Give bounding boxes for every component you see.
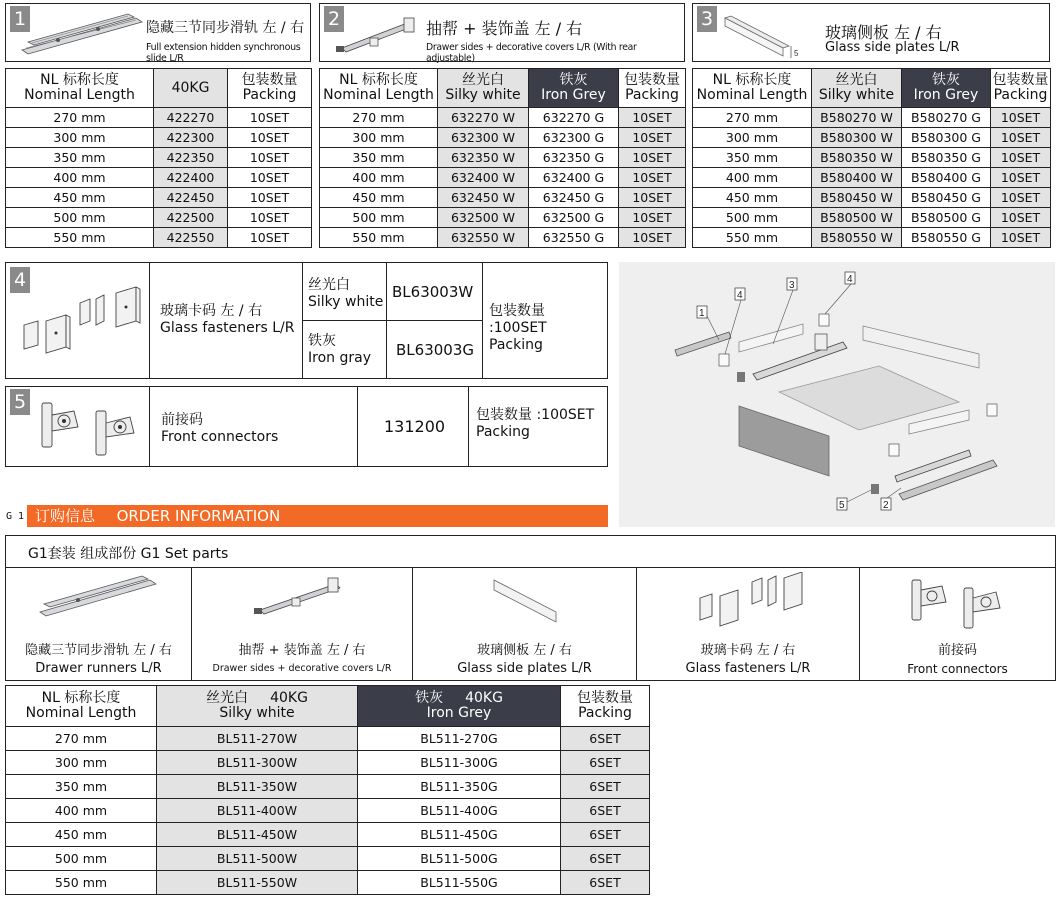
section-3-panel xyxy=(692,3,1050,62)
table-row xyxy=(6,108,312,128)
packing-cell: 6SET xyxy=(561,823,650,847)
iron-grey-header: 铁灰 40KG Iron Grey xyxy=(358,686,561,727)
white-code-cell: BL511-450W xyxy=(157,823,358,847)
table-row xyxy=(6,208,312,228)
table-row xyxy=(6,148,312,168)
code-cell: 422450 xyxy=(154,188,228,208)
section-4-panel xyxy=(5,262,608,379)
part-front-connectors-label: 前接码 Front connectors xyxy=(907,643,1008,676)
table-row xyxy=(320,208,686,228)
front-connector-image xyxy=(34,397,144,457)
exploded-drawer-diagram xyxy=(619,262,1055,527)
grey-code-cell: BL511-550G xyxy=(358,871,561,895)
code-cell: 422400 xyxy=(154,168,228,188)
section-number-badge: 4 xyxy=(10,267,30,293)
glass-side-plate-image xyxy=(721,10,811,62)
length-cell: 300 mm xyxy=(6,128,154,148)
packing-header: 包装数量 Packing xyxy=(991,69,1051,108)
white-code-cell: B580350 W xyxy=(812,148,902,168)
length-cell: 350 mm xyxy=(693,148,812,168)
length-cell: 500 mm xyxy=(6,847,157,871)
table-row xyxy=(6,128,312,148)
white-code-cell: 632550 W xyxy=(438,228,529,248)
grey-code-cell: B580300 G xyxy=(902,128,991,148)
packing-cell: 10SET xyxy=(619,188,686,208)
table-row xyxy=(693,148,1051,168)
grey-code-cell: B580550 G xyxy=(902,228,991,248)
length-cell: 550 mm xyxy=(693,228,812,248)
white-code-cell: 632270 W xyxy=(438,108,529,128)
section-3-title-en: Glass side plates L/R xyxy=(825,40,960,55)
section-1-title-cn: 隐藏三节同步滑轨 左 / 右 xyxy=(146,20,305,36)
table-row xyxy=(6,727,650,751)
length-cell: 400 mm xyxy=(6,799,157,823)
packing-cell: 10SET xyxy=(991,128,1051,148)
packing-cell: 6SET xyxy=(561,799,650,823)
white-code-cell: B580270 W xyxy=(812,108,902,128)
nominal-length-header: NL 标称长度 Nominal Length xyxy=(6,686,157,727)
white-code-cell: BL511-300W xyxy=(157,751,358,775)
packing-cell: 10SET xyxy=(619,208,686,228)
section-number-badge: 1 xyxy=(10,6,30,32)
length-cell: 270 mm xyxy=(6,108,154,128)
order-info-tag: G 1 xyxy=(6,511,25,522)
grey-code-cell: BL511-270G xyxy=(358,727,561,751)
section-2-table xyxy=(319,68,686,248)
table-row xyxy=(693,188,1051,208)
g1-set-parts-panel xyxy=(5,535,1056,681)
part-glass-fasteners-label: 玻璃卡码 左 / 右 Glass fasteners L/R xyxy=(685,643,811,676)
packing-header: 包装数量 Packing xyxy=(561,686,650,727)
section-1-panel xyxy=(5,3,311,62)
packing-header: 包装数量 Packing xyxy=(619,69,686,108)
grey-code-cell: 632350 G xyxy=(529,148,619,168)
packing-header: 包装数量 Packing xyxy=(228,69,312,108)
iron-gray-label: 铁灰 Iron gray xyxy=(308,333,371,366)
table-row xyxy=(320,128,686,148)
length-cell: 270 mm xyxy=(693,108,812,128)
silky-white-label: 丝光白 Silky white xyxy=(308,277,384,310)
length-cell: 450 mm xyxy=(693,188,812,208)
grey-code-cell: B580350 G xyxy=(902,148,991,168)
load-header: 40KG xyxy=(154,69,228,108)
g1-set-parts-header: G1套装 组成部份 G1 Set parts xyxy=(28,546,229,562)
diagram-label-1: 1 xyxy=(699,308,705,319)
silky-white-header: 丝光白 Silky white xyxy=(438,69,529,108)
packing-cell: 10SET xyxy=(991,168,1051,188)
diagram-label-4b: 4 xyxy=(847,274,853,285)
order-title-en: ORDER INFORMATION xyxy=(116,507,281,525)
white-code-cell: B580550 W xyxy=(812,228,902,248)
grey-code-cell: BL511-500G xyxy=(358,847,561,871)
part-drawer-side-image xyxy=(252,574,352,620)
section-4-packing: 包装数量 :100SET Packing xyxy=(489,303,547,353)
iron-grey-header: 铁灰 Iron Grey xyxy=(902,69,991,108)
white-code-cell: BL511-350W xyxy=(157,775,358,799)
packing-cell: 10SET xyxy=(228,148,312,168)
packing-cell: 10SET xyxy=(991,208,1051,228)
section-5-packing: 包装数量 :100SET Packing xyxy=(476,407,595,440)
section-2-title-cn: 抽帮 + 装饰盖 左 / 右 xyxy=(426,19,583,38)
code-cell: 422300 xyxy=(154,128,228,148)
packing-cell: 6SET xyxy=(561,751,650,775)
glass-fastener-image xyxy=(20,285,144,369)
length-cell: 550 mm xyxy=(6,228,154,248)
section-5-name: 前接码 Front connectors xyxy=(161,412,279,445)
table-row xyxy=(693,168,1051,188)
table-row xyxy=(6,168,312,188)
grey-code-cell: 632400 G xyxy=(529,168,619,188)
length-cell: 500 mm xyxy=(693,208,812,228)
length-cell: 550 mm xyxy=(320,228,438,248)
thickness-label: 5 xyxy=(794,49,799,58)
diagram-label-4a: 4 xyxy=(737,290,743,301)
white-code-cell: B580400 W xyxy=(812,168,902,188)
length-cell: 270 mm xyxy=(6,727,157,751)
silky-white-code: BL63003W xyxy=(392,283,474,301)
order-title-cn: 订购信息 xyxy=(35,507,96,525)
iron-grey-header: 铁灰 Iron Grey xyxy=(529,69,619,108)
packing-cell: 6SET xyxy=(561,847,650,871)
table-row xyxy=(320,168,686,188)
drawer-side-image xyxy=(334,14,424,56)
grey-code-cell: BL511-400G xyxy=(358,799,561,823)
length-cell: 450 mm xyxy=(6,823,157,847)
diagram-label-3: 3 xyxy=(789,280,795,291)
part-glass-plates-label: 玻璃侧板 左 / 右 Glass side plates L/R xyxy=(457,643,592,676)
grey-code-cell: 632550 G xyxy=(529,228,619,248)
table-row xyxy=(6,847,650,871)
packing-cell: 6SET xyxy=(561,775,650,799)
white-code-cell: 632500 W xyxy=(438,208,529,228)
table-row xyxy=(693,208,1051,228)
part-glass-plate-image xyxy=(490,574,570,626)
grey-code-cell: B580270 G xyxy=(902,108,991,128)
table-row xyxy=(693,228,1051,248)
code-cell: 422550 xyxy=(154,228,228,248)
packing-cell: 10SET xyxy=(619,228,686,248)
grey-code-cell: B580450 G xyxy=(902,188,991,208)
grey-code-cell: 632450 G xyxy=(529,188,619,208)
white-code-cell: B580450 W xyxy=(812,188,902,208)
part-runner-image xyxy=(34,572,164,622)
white-code-cell: 632300 W xyxy=(438,128,529,148)
packing-cell: 10SET xyxy=(228,228,312,248)
table-row xyxy=(6,799,650,823)
packing-cell: 10SET xyxy=(619,108,686,128)
table-row xyxy=(6,775,650,799)
length-cell: 350 mm xyxy=(6,775,157,799)
white-code-cell: BL511-270W xyxy=(157,727,358,751)
section-number-badge: 3 xyxy=(697,6,717,32)
code-cell: 422500 xyxy=(154,208,228,228)
table-row xyxy=(6,823,650,847)
drawer-runner-image xyxy=(18,12,148,58)
packing-cell: 10SET xyxy=(619,168,686,188)
packing-cell: 6SET xyxy=(561,727,650,751)
section-number-badge: 5 xyxy=(10,389,30,415)
packing-cell: 10SET xyxy=(991,188,1051,208)
section-1-title-en: Full extension hidden synchronous slide L/R xyxy=(146,42,301,64)
length-cell: 400 mm xyxy=(693,168,812,188)
table-row xyxy=(6,751,650,775)
table-row xyxy=(6,188,312,208)
length-cell: 500 mm xyxy=(320,208,438,228)
nominal-length-header: NL 标称长度 Nominal Length xyxy=(6,69,154,108)
length-cell: 450 mm xyxy=(6,188,154,208)
silky-white-header: 丝光白 40KG Silky white xyxy=(157,686,358,727)
section-1-table xyxy=(5,68,312,248)
packing-cell: 10SET xyxy=(228,208,312,228)
table-row xyxy=(6,228,312,248)
grey-code-cell: BL511-350G xyxy=(358,775,561,799)
length-cell: 500 mm xyxy=(6,208,154,228)
table-row xyxy=(6,871,650,895)
packing-cell: 10SET xyxy=(228,168,312,188)
length-cell: 270 mm xyxy=(320,108,438,128)
packing-cell: 10SET xyxy=(228,188,312,208)
white-code-cell: BL511-400W xyxy=(157,799,358,823)
nominal-length-header: NL 标称长度 Nominal Length xyxy=(320,69,438,108)
length-cell: 400 mm xyxy=(6,168,154,188)
white-code-cell: B580300 W xyxy=(812,128,902,148)
section-2-panel xyxy=(319,3,685,62)
length-cell: 350 mm xyxy=(6,148,154,168)
packing-cell: 10SET xyxy=(991,108,1051,128)
section-3-table xyxy=(692,68,1051,248)
length-cell: 400 mm xyxy=(320,168,438,188)
front-connector-code: 131200 xyxy=(384,417,446,436)
order-info-bar xyxy=(27,505,608,527)
grey-code-cell: B580500 G xyxy=(902,208,991,228)
white-code-cell: BL511-550W xyxy=(157,871,358,895)
table-row xyxy=(320,148,686,168)
white-code-cell: 632400 W xyxy=(438,168,529,188)
length-cell: 300 mm xyxy=(320,128,438,148)
table-row xyxy=(693,108,1051,128)
packing-cell: 6SET xyxy=(561,871,650,895)
part-glass-fastener-image xyxy=(696,572,810,634)
section-3-title-cn: 玻璃侧板 左 / 右 xyxy=(825,23,942,42)
packing-cell: 10SET xyxy=(228,108,312,128)
white-code-cell: B580500 W xyxy=(812,208,902,228)
nominal-length-header: NL 标称长度 Nominal Length xyxy=(693,69,812,108)
grey-code-cell: 632500 G xyxy=(529,208,619,228)
section-number-badge: 2 xyxy=(324,6,344,32)
packing-cell: 10SET xyxy=(619,148,686,168)
grey-code-cell: 632300 G xyxy=(529,128,619,148)
silky-white-header: 丝光白 Silky white xyxy=(812,69,902,108)
length-cell: 450 mm xyxy=(320,188,438,208)
table-row xyxy=(320,188,686,208)
grey-code-cell: BL511-300G xyxy=(358,751,561,775)
part-runners-label: 隐藏三节同步滑轨 左 / 右 Drawer runners L/R xyxy=(25,643,172,676)
grey-code-cell: 632270 G xyxy=(529,108,619,128)
table-row xyxy=(693,128,1051,148)
grey-code-cell: B580400 G xyxy=(902,168,991,188)
section-4-name: 玻璃卡码 左 / 右 Glass fasteners L/R xyxy=(160,303,295,336)
length-cell: 350 mm xyxy=(320,148,438,168)
packing-cell: 10SET xyxy=(991,148,1051,168)
part-front-connector-image xyxy=(906,576,1010,632)
white-code-cell: BL511-500W xyxy=(157,847,358,871)
length-cell: 300 mm xyxy=(6,751,157,775)
packing-cell: 10SET xyxy=(228,128,312,148)
grey-code-cell: BL511-450G xyxy=(358,823,561,847)
part-drawer-sides-label: 抽帮 + 装饰盖 左 / 右 Drawer sides + decorative covers L/R xyxy=(212,643,392,674)
packing-cell: 10SET xyxy=(619,128,686,148)
code-cell: 422270 xyxy=(154,108,228,128)
table-row xyxy=(320,108,686,128)
diagram-label-2: 2 xyxy=(883,500,889,511)
iron-gray-code: BL63003G xyxy=(396,341,474,359)
diagram-label-5: 5 xyxy=(839,500,845,511)
packing-cell: 10SET xyxy=(991,228,1051,248)
length-cell: 300 mm xyxy=(693,128,812,148)
g1-order-table xyxy=(5,685,650,895)
table-row xyxy=(320,228,686,248)
code-cell: 422350 xyxy=(154,148,228,168)
length-cell: 550 mm xyxy=(6,871,157,895)
section-5-panel xyxy=(5,386,608,467)
section-2-title-en: Drawer sides + decorative covers L/R (With rear adjustable) xyxy=(426,42,637,64)
white-code-cell: 632450 W xyxy=(438,188,529,208)
white-code-cell: 632350 W xyxy=(438,148,529,168)
